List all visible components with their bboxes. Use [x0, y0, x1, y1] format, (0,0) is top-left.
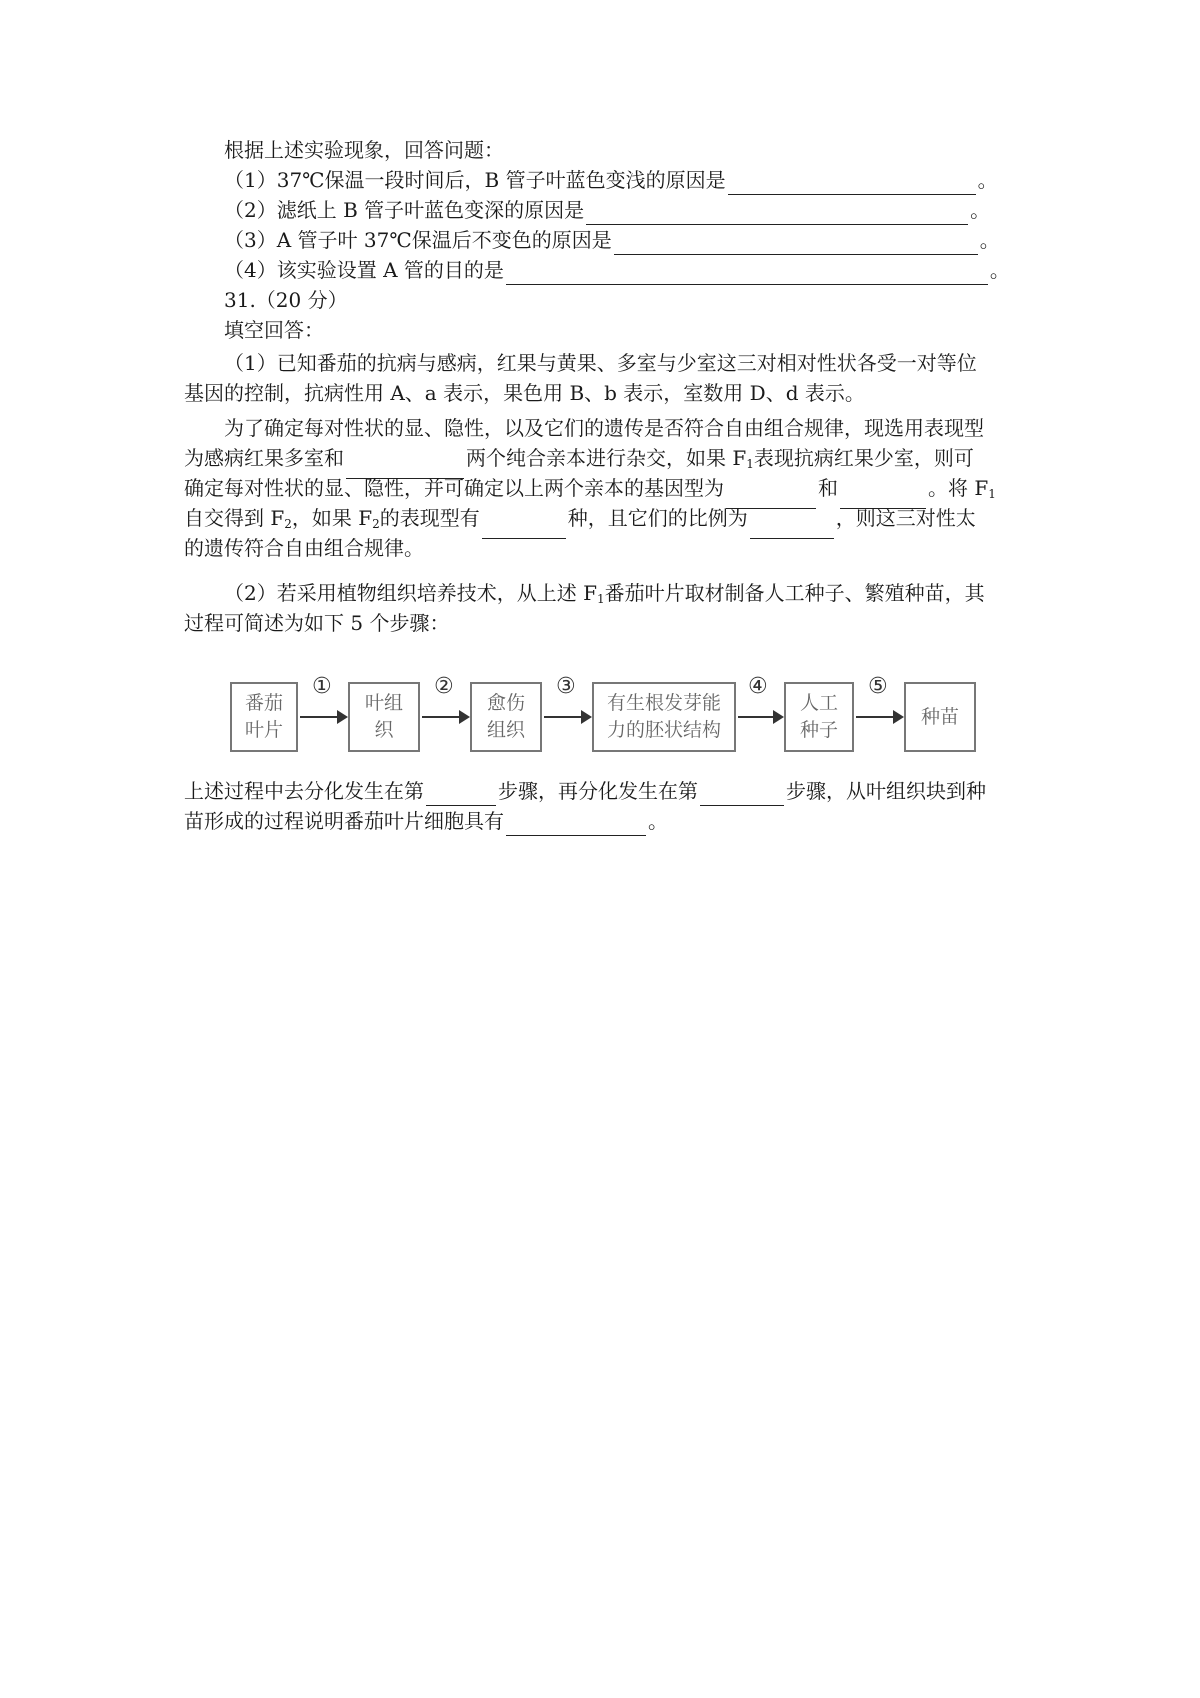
question-30-4 — [224, 255, 1024, 285]
p2-line4-text-a: 自交得到 F — [184, 506, 285, 530]
subscript-f1: 1 — [746, 457, 754, 471]
p2-line2-text-b: 两个纯合亲本进行杂交，如果 F — [466, 446, 747, 470]
p2-line4-text-b: ，如果 F — [291, 506, 373, 530]
q30-3-end: 。 — [979, 228, 1000, 252]
p3-line1-text-b: 番茄叶片取材制备人工种子、繁殖种苗，其 — [604, 581, 985, 605]
p4-line1-text-c: 步骤，从叶组织块到种 — [786, 779, 986, 803]
redifferentiation-step-blank[interactable] — [700, 783, 784, 806]
p2-line3-text-a: 确定每对性状的显、隐性，并可确定以上两个亲本的基因型为 — [184, 476, 724, 500]
subscript-f2-b: 2 — [372, 517, 380, 531]
tissue-culture-flowchart — [230, 674, 1030, 758]
subscript-f2: 2 — [284, 517, 292, 531]
p2-line4-text-c: 的表现型有 — [379, 506, 480, 530]
q31-p1-line1: （1）已知番茄的抗病与感病，红果与黄果、多室与少室这三对相对性状各受一对等位 — [224, 351, 977, 375]
q31-p2-line4 — [184, 503, 1024, 533]
q31-p2-line5: 的遗传符合自由组合规律。 — [184, 536, 424, 560]
flow-arrow-3 — [544, 716, 590, 718]
q31-p4-line2 — [184, 806, 1024, 836]
flow-box-tomato-leaf: 番茄 叶片 — [230, 682, 298, 752]
q30-4-end: 。 — [989, 258, 1010, 282]
question-31-title: 31.（20 分） — [224, 288, 348, 312]
flow-arrow-4 — [738, 716, 782, 718]
q31-p2-line3 — [184, 473, 1024, 503]
p2-line4-text-d: 种，且它们的比例为 — [567, 506, 748, 530]
flow-box-embryoid: 有生根发芽能 力的胚状结构 — [592, 682, 736, 752]
q31-p3-line2: 过程可简述为如下 5 个步骤： — [184, 611, 450, 635]
q30-4-text: （4）该实验设置 A 管的目的是 — [224, 258, 504, 282]
q30-3-text: （3）A 管子叶 37℃保温后不变色的原因是 — [224, 228, 612, 252]
question-30-1 — [224, 165, 1024, 195]
p2-line3-text-c: 。将 F — [928, 476, 989, 500]
q31-p2-line1: 为了确定每对性状的显、隐性，以及它们的遗传是否符合自由组合规律，现选用表现型 — [224, 416, 984, 440]
step-3-label: ③ — [556, 674, 576, 699]
p4-line2-text-a: 苗形成的过程说明番茄叶片细胞具有 — [184, 809, 504, 833]
flow-arrow-1 — [300, 716, 346, 718]
flow-arrow-5 — [856, 716, 902, 718]
q30-2-end: 。 — [970, 198, 991, 222]
flow-box-seedling: 种苗 — [904, 682, 976, 752]
question-30-2 — [224, 195, 1024, 225]
question-30-3 — [224, 225, 1024, 255]
dedifferentiation-step-blank[interactable] — [426, 783, 496, 806]
flow-box-artificial-seed: 人工 种子 — [784, 682, 854, 752]
p4-line1-text-a: 上述过程中去分化发生在第 — [184, 779, 424, 803]
q31-p2-line2 — [184, 443, 1024, 473]
totipotency-blank[interactable] — [506, 813, 646, 836]
subscript-f1-b: 1 — [988, 487, 996, 501]
intro-text: 根据上述实验现象，回答问题： — [224, 138, 504, 162]
q31-p3-line1 — [224, 578, 1024, 608]
q30-2-answer-blank[interactable] — [586, 202, 968, 225]
flow-box-leaf-tissue: 叶组 织 — [348, 682, 420, 752]
p3-line1-text-a: （2）若采用植物组织培养技术，从上述 F — [224, 581, 597, 605]
q30-2-text: （2）滤纸上 B 管子叶蓝色变深的原因是 — [224, 198, 585, 222]
subscript-f1-c: 1 — [596, 592, 605, 606]
p2-line4-text-e: ，则这三对性太 — [835, 506, 976, 530]
p2-line3-text-b: 和 — [818, 476, 838, 500]
q30-4-answer-blank[interactable] — [506, 262, 988, 285]
q31-p1-line2: 基因的控制，抗病性用 A、a 表示，果色用 B、b 表示，室数用 D、d 表示。 — [184, 381, 865, 405]
p4-line2-text-b: 。 — [648, 809, 668, 833]
flow-arrow-2 — [422, 716, 468, 718]
step-1-label: ① — [312, 674, 332, 699]
q30-1-end: 。 — [977, 168, 998, 192]
flow-box-callus: 愈伤 组织 — [470, 682, 542, 752]
step-4-label: ④ — [748, 674, 768, 699]
q30-3-answer-blank[interactable] — [614, 232, 978, 255]
step-2-label: ② — [434, 674, 454, 699]
q30-1-answer-blank[interactable] — [728, 172, 976, 195]
step-5-label: ⑤ — [868, 674, 888, 699]
p4-line1-text-b: 步骤，再分化发生在第 — [498, 779, 698, 803]
question-31-instruction: 填空回答： — [224, 318, 324, 342]
q31-p4-line1 — [184, 776, 1024, 806]
p2-line2-text-c: 表现抗病红果少室，则可 — [753, 446, 974, 470]
p2-line2-text-a: 为感病红果多室和 — [184, 446, 344, 470]
q30-1-text: （1）37℃保温一段时间后，B 管子叶蓝色变浅的原因是 — [224, 168, 726, 192]
